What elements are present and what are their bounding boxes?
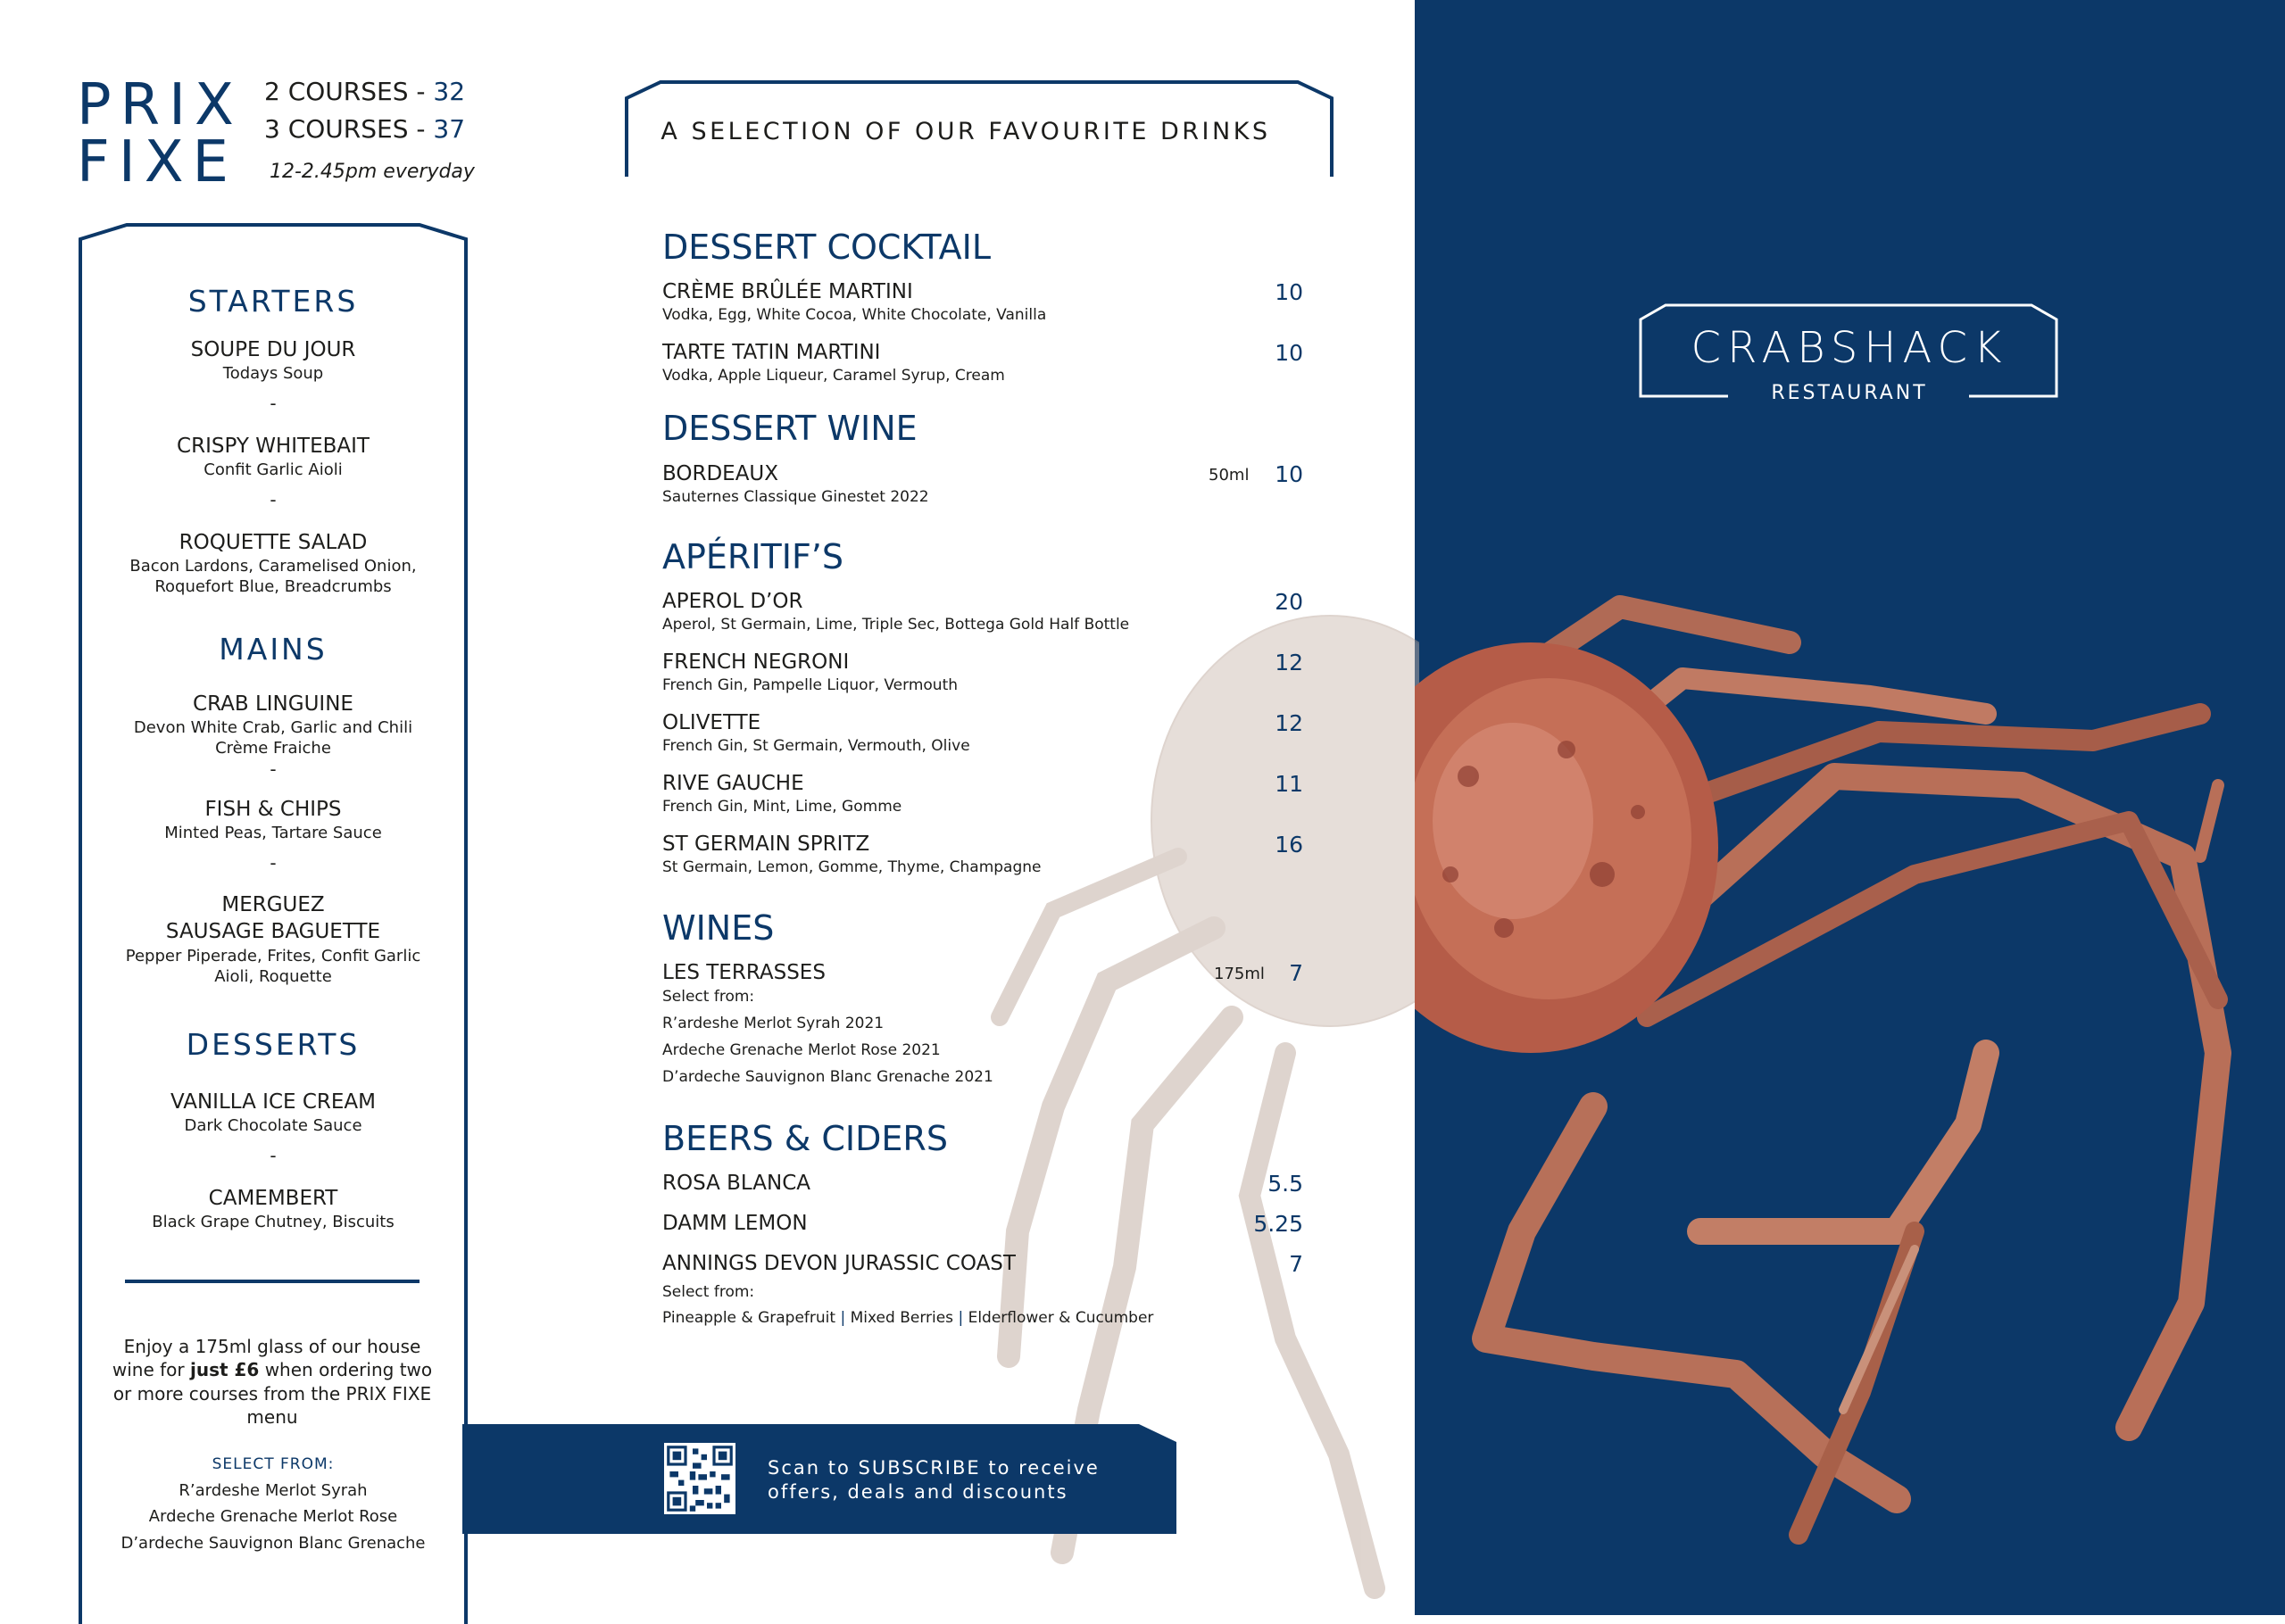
brand-subtitle: RESTAURANT bbox=[1771, 382, 1928, 404]
starter-desc: Roquefort Blue, Breadcrumbs bbox=[154, 577, 392, 596]
option-separator: | bbox=[958, 1309, 964, 1327]
cider-option: Elderflower & Cucumber bbox=[968, 1309, 1154, 1327]
select-from-heading: SELECT FROM: bbox=[212, 1455, 335, 1473]
starter-name: SOUPE DU JOUR bbox=[190, 338, 356, 361]
drink-price: 11 bbox=[1275, 771, 1303, 797]
drink-desc: Vodka, Egg, White Cocoa, White Chocolate, Vanilla bbox=[662, 306, 1047, 324]
drink-price: 10 bbox=[1275, 279, 1303, 305]
beers-ciders-heading: BEERS & CIDERS bbox=[662, 1119, 948, 1158]
starter-name: ROQUETTE SALAD bbox=[179, 531, 368, 554]
main-desc: Crème Fraiche bbox=[215, 739, 331, 758]
drinks-title: A SELECTION OF OUR FAVOURITE DRINKS bbox=[661, 118, 1271, 145]
subscribe-line1: Scan to SUBSCRIBE to receive bbox=[768, 1457, 1100, 1479]
main-desc: Pepper Piperade, Frites, Confit Garlic bbox=[125, 947, 421, 965]
starter-desc: Todays Soup bbox=[222, 364, 324, 383]
promo-text: when ordering two or more courses from the PRIX FIXE menu bbox=[112, 1359, 433, 1429]
divider-dash: - bbox=[270, 758, 277, 780]
dessert-name: VANILLA ICE CREAM bbox=[170, 1090, 377, 1114]
drink-name: ST GERMAIN SPRITZ bbox=[662, 833, 870, 856]
drink-price: 20 bbox=[1275, 589, 1303, 615]
divider-dash: - bbox=[270, 852, 277, 874]
promo-text: Enjoy a 175ml glass of our house wine for bbox=[112, 1336, 421, 1381]
drink-size: 175ml bbox=[1214, 965, 1265, 983]
starters-heading: STARTERS bbox=[187, 284, 359, 319]
prix-fixe-hours: 12-2.45pm everyday bbox=[270, 161, 475, 183]
dessert-name: CAMEMBERT bbox=[208, 1187, 338, 1210]
dessert-desc: Black Grape Chutney, Biscuits bbox=[152, 1213, 395, 1231]
qr-code-icon[interactable] bbox=[664, 1443, 735, 1514]
select-from-label: Select from: bbox=[662, 988, 755, 1006]
starter-desc: Confit Garlic Aioli bbox=[204, 460, 343, 479]
house-wine-promo bbox=[105, 1335, 439, 1429]
three-courses-price bbox=[264, 114, 465, 144]
three-courses-amount: 37 bbox=[433, 114, 466, 144]
divider-dash: - bbox=[270, 1145, 277, 1166]
divider-dash: - bbox=[270, 393, 277, 414]
drink-name: LES TERRASSES bbox=[662, 961, 826, 984]
main-desc: Minted Peas, Tartare Sauce bbox=[164, 824, 382, 842]
drink-desc: Aperol, St Germain, Lime, Triple Sec, Bottega Gold Half Bottle bbox=[662, 616, 1130, 634]
drink-desc: St Germain, Lemon, Gomme, Thyme, Champagne bbox=[662, 858, 1042, 876]
wines-heading: WINES bbox=[662, 908, 775, 948]
cider-option: Pineapple & Grapefruit bbox=[662, 1309, 836, 1327]
dessert-wine-heading: DESSERT WINE bbox=[662, 409, 918, 448]
main-desc: Aioli, Roquette bbox=[214, 967, 332, 986]
drink-desc: Sauternes Classique Ginestet 2022 bbox=[662, 488, 929, 506]
three-courses-label: 3 COURSES - bbox=[264, 114, 434, 144]
drink-name: DAMM LEMON bbox=[662, 1212, 808, 1235]
drink-name: BORDEAUX bbox=[662, 462, 779, 485]
drink-size: 50ml bbox=[1209, 466, 1250, 485]
drink-price: 10 bbox=[1275, 340, 1303, 366]
dessert-cocktail-heading: DESSERT COCKTAIL bbox=[662, 228, 992, 267]
main-desc: Devon White Crab, Garlic and Chili bbox=[133, 718, 413, 737]
drink-name: APEROL D’OR bbox=[662, 590, 803, 613]
drink-name: ROSA BLANCA bbox=[662, 1172, 811, 1195]
select-from-label: Select from: bbox=[662, 1283, 755, 1301]
drink-price: 5.25 bbox=[1253, 1211, 1303, 1237]
drink-name: FRENCH NEGRONI bbox=[662, 650, 850, 674]
drink-price: 10 bbox=[1275, 461, 1303, 487]
two-courses-amount: 32 bbox=[433, 77, 466, 106]
prix-fixe-title-line2: FIXE bbox=[77, 129, 237, 195]
drink-desc: French Gin, Mint, Lime, Gomme bbox=[662, 798, 902, 816]
two-courses-label: 2 COURSES - bbox=[264, 77, 434, 106]
crab-illustration bbox=[1415, 553, 2285, 1553]
wine-option: R’ardeshe Merlot Syrah 2021 bbox=[662, 1015, 885, 1032]
wine-option: Ardeche Grenache Merlot Rose 2021 bbox=[662, 1041, 941, 1059]
drink-name: CRÈME BRÛLÉE MARTINI bbox=[662, 280, 913, 303]
cider-options bbox=[662, 1309, 1153, 1327]
mains-heading: MAINS bbox=[219, 632, 328, 667]
wine-option: D’ardeche Sauvignon Blanc Grenache 2021 bbox=[662, 1068, 993, 1086]
house-wine-option: R’ardeshe Merlot Syrah bbox=[179, 1481, 368, 1500]
drink-name: TARTE TATIN MARTINI bbox=[662, 341, 881, 364]
aperitifs-heading: APÉRITIF’S bbox=[662, 537, 844, 576]
drink-price: 7 bbox=[1289, 1251, 1303, 1277]
drink-price: 12 bbox=[1275, 650, 1303, 675]
brand-name: CRABSHACK bbox=[1691, 323, 2008, 373]
drink-name: OLIVETTE bbox=[662, 711, 761, 734]
main-name: FISH & CHIPS bbox=[204, 798, 342, 821]
drink-price: 16 bbox=[1275, 832, 1303, 858]
drink-price: 12 bbox=[1275, 710, 1303, 736]
house-wine-option: D’ardeche Sauvignon Blanc Grenache bbox=[120, 1534, 426, 1553]
prix-fixe-title-line1: PRIX bbox=[77, 72, 243, 138]
subscribe-line2: offers, deals and discounts bbox=[768, 1481, 1068, 1504]
house-wine-option: Ardeche Grenache Merlot Rose bbox=[148, 1507, 398, 1526]
promo-highlight: just £6 bbox=[189, 1359, 260, 1381]
starter-desc: Bacon Lardons, Caramelised Onion, bbox=[129, 557, 417, 576]
divider-dash: - bbox=[270, 489, 277, 510]
drink-name: ANNINGS DEVON JURASSIC COAST bbox=[662, 1252, 1016, 1275]
main-name: MERGUEZ bbox=[221, 893, 325, 916]
main-name: SAUSAGE BAGUETTE bbox=[165, 920, 381, 943]
main-name: CRAB LINGUINE bbox=[193, 692, 353, 716]
cider-option: Mixed Berries bbox=[850, 1309, 954, 1327]
drink-desc: French Gin, St Germain, Vermouth, Olive bbox=[662, 737, 970, 755]
drink-price: 5.5 bbox=[1267, 1171, 1303, 1197]
drink-desc: French Gin, Pampelle Liquor, Vermouth bbox=[662, 676, 959, 694]
starter-name: CRISPY WHITEBAIT bbox=[177, 435, 370, 458]
drink-name: RIVE GAUCHE bbox=[662, 772, 804, 795]
desserts-heading: DESSERTS bbox=[186, 1027, 361, 1062]
option-separator: | bbox=[840, 1309, 846, 1327]
drink-desc: Vodka, Apple Liqueur, Caramel Syrup, Cream bbox=[662, 367, 1005, 385]
drink-price: 7 bbox=[1289, 960, 1303, 986]
section-divider bbox=[125, 1280, 420, 1283]
two-courses-price bbox=[264, 77, 465, 106]
subscribe-text bbox=[768, 1456, 1142, 1505]
dessert-desc: Dark Chocolate Sauce bbox=[184, 1116, 362, 1135]
